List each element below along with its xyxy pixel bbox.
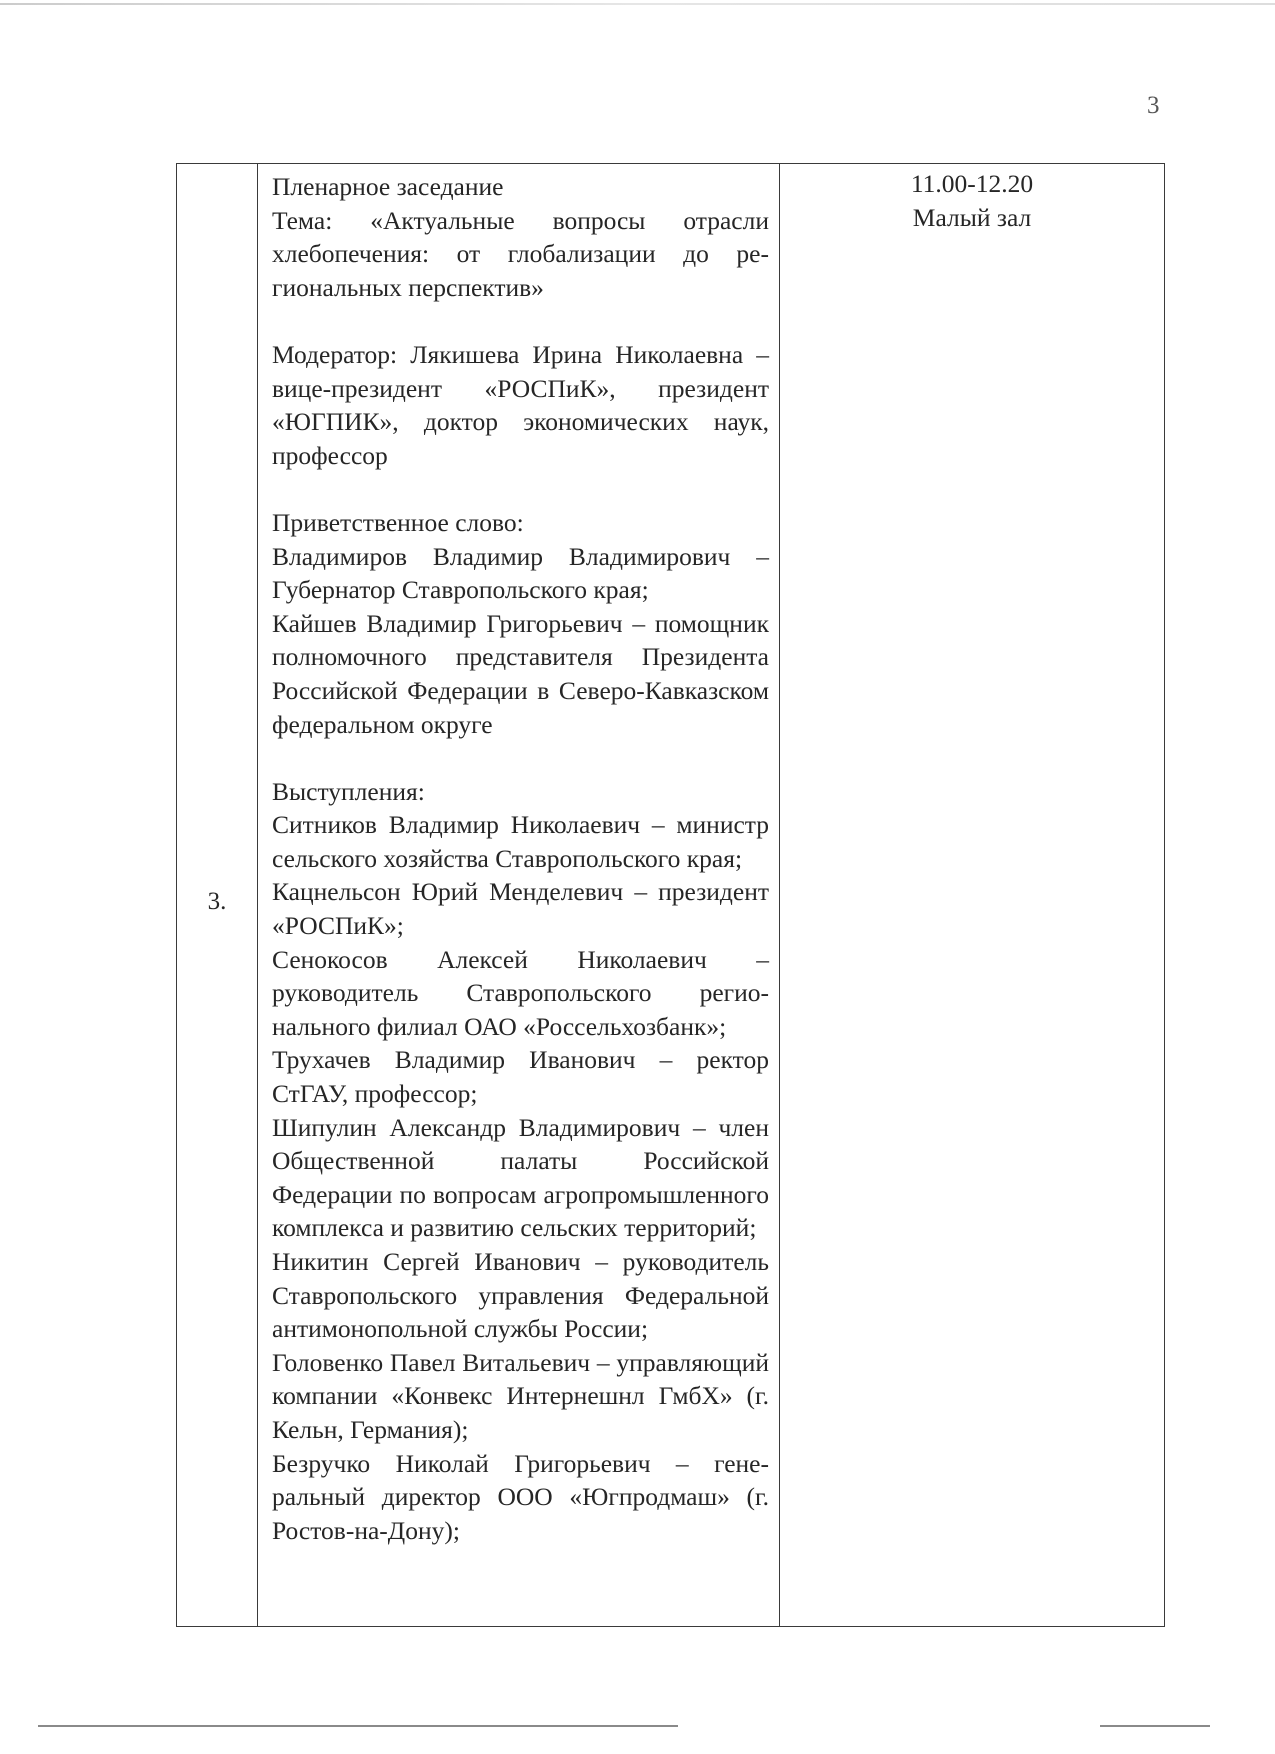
session-location: Малый зал — [912, 203, 1032, 232]
page-number: 3 — [1147, 92, 1160, 119]
speaker-entry: Ситников Владимир Николаевич – министр сельского хозяйства Ставропольского края; — [272, 810, 769, 873]
welcome-speaker: Кайшев Владимир Григорьевич – помощник полномочного представителя Президента Российской Федерации в Северо-Кавказском федеральном округе — [272, 608, 769, 739]
session-title: Пленарное заседание — [272, 172, 504, 201]
session-time: 11.00-12.20 — [910, 169, 1034, 198]
item-number-cell — [177, 164, 258, 1627]
session-topic: Тема: «Актуальные вопросы отрасли хлебопечения: от глобализации до региональных перспектив» — [272, 205, 769, 302]
speeches-heading: Выступления: — [272, 776, 425, 806]
session-moderator: Модератор: Лякишева Ирина Николаевна – вице-президент «РОСПиК», президент «ЮГПИК», доктор экономических наук, профессор — [272, 339, 769, 470]
speaker-entry: Трухачев Владимир Иванович – ректор СтГАУ, профессор; — [272, 1045, 769, 1109]
agenda-row — [177, 164, 1165, 1627]
scan-top-edge — [0, 3, 1275, 5]
speaker-entry: Никитин Сергей Иванович – руководитель Ставропольского управления Федеральной антимонопольной службы России; — [272, 1247, 769, 1344]
welcome-speaker: Владимиров Владимир Владимирович – Губернатор Ставропольского края; — [272, 541, 769, 605]
agenda-table — [176, 163, 1165, 1627]
speaker-entry: Головенко Павел Витальевич – управляющий компании «Конвекс Интернешнл ГмбХ» (г. Кельн, Германия); — [272, 1347, 769, 1444]
scan-footer-line-left — [38, 1725, 678, 1727]
item-time-cell — [780, 164, 1165, 1627]
scan-footer-line-right — [1100, 1725, 1210, 1727]
item-content-cell — [258, 164, 780, 1627]
item-number: 3. — [207, 888, 227, 915]
welcome-heading: Приветственное слово: — [272, 507, 524, 537]
speaker-entry: Безручко Николай Григорьевич – генеральный директор ООО «Югпродмаш» (г. Ростов-на-Дону); — [272, 1448, 769, 1545]
speaker-entry: Шипулин Александр Владимирович – член Общественной палаты Российской Федерации по вопросам агропромышленного комплекса и развитию сельских территорий; — [272, 1112, 769, 1243]
speaker-entry: Кацнельсон Юрий Менделевич – президент «РОСПиК»; — [272, 877, 769, 941]
speaker-entry: Сенокосов Алексей Николаевич – руководитель Ставропольского регионального филиал ОАО «Россельхозбанк»; — [272, 944, 769, 1041]
